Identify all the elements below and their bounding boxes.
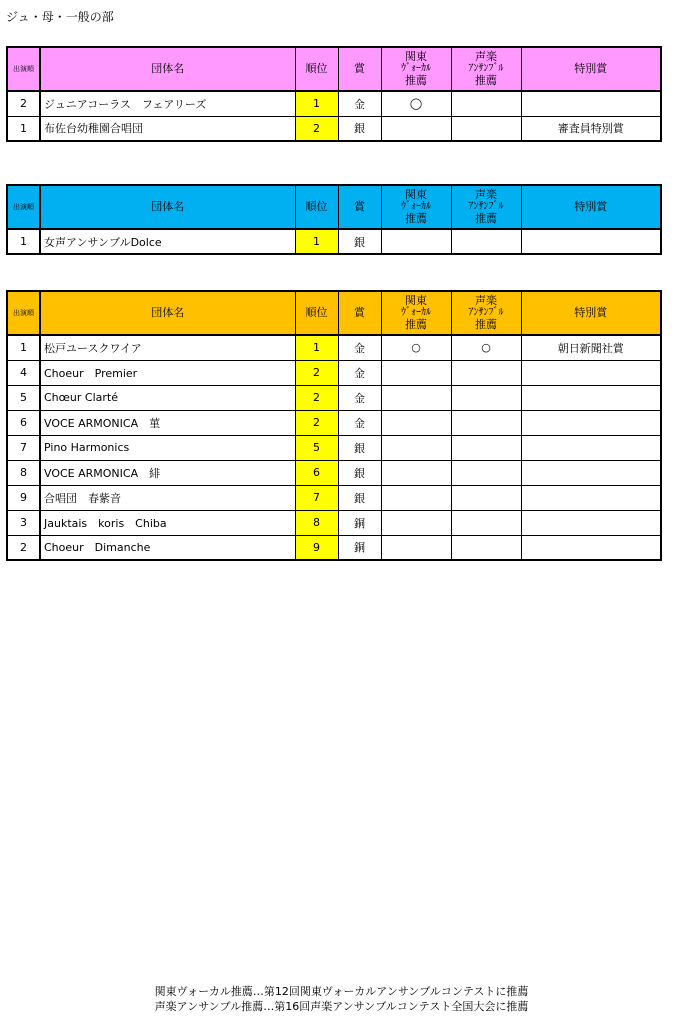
name-cell: Jauktais koris Chiba [40, 510, 295, 535]
kanto-header: 関東 ｳﾞｫｰｶﾙ 推薦 [381, 185, 451, 229]
rank-cell: 9 [295, 535, 338, 560]
seigaku-header: 声楽 ｱﾝｻﾝﾌﾞﾙ 推薦 [451, 47, 521, 91]
special-cell [521, 460, 661, 485]
footer-notes [0, 984, 683, 1014]
name-cell: VOCE ARMONICA 菫 [40, 410, 295, 435]
order-cell: 5 [7, 385, 40, 410]
footer-note-kanto: 関東ヴォーカル推薦…第12回関東ヴォーカルアンサンブルコンテストに推薦 [154, 985, 529, 998]
rank-cell: 2 [295, 410, 338, 435]
special-cell [521, 385, 661, 410]
order-cell: 7 [7, 435, 40, 460]
table-row [7, 535, 661, 560]
order-cell: 9 [7, 485, 40, 510]
kanto-cell [381, 360, 451, 385]
special-cell [521, 485, 661, 510]
award-cell: 金 [338, 335, 381, 360]
award-cell: 銅 [338, 535, 381, 560]
kanto-cell [381, 385, 451, 410]
order-cell: 3 [7, 510, 40, 535]
award-cell: 銀 [338, 435, 381, 460]
award-cell: 金 [338, 91, 381, 116]
kanto-cell [381, 435, 451, 460]
kanto-cell: ◯ [381, 91, 451, 116]
award-cell: 銀 [338, 460, 381, 485]
special-cell [521, 360, 661, 385]
table-row [7, 335, 661, 360]
general-results-table [6, 290, 662, 561]
name-cell: Pino Harmonics [40, 435, 295, 460]
seigaku-cell [451, 116, 521, 141]
rank-cell: 8 [295, 510, 338, 535]
rank-cell: 2 [295, 360, 338, 385]
name-cell: 女声アンサンブルDolce [40, 229, 295, 254]
table-row [7, 460, 661, 485]
name-cell: Choeur Dimanche [40, 535, 295, 560]
special-cell [521, 229, 661, 254]
table-row [7, 435, 661, 460]
kanto-cell [381, 410, 451, 435]
name-cell: 松戸ユースクワイア [40, 335, 295, 360]
special-header: 特別賞 [521, 291, 661, 335]
award-cell: 銀 [338, 229, 381, 254]
award-cell: 金 [338, 410, 381, 435]
rank-cell: 1 [295, 335, 338, 360]
seigaku-cell [451, 485, 521, 510]
table-row [7, 116, 661, 141]
order-cell: 1 [7, 229, 40, 254]
award-header: 賞 [338, 47, 381, 91]
special-cell: 朝日新聞社賞 [521, 335, 661, 360]
kanto-header: 関東 ｳﾞｫｰｶﾙ 推薦 [381, 47, 451, 91]
order-cell: 1 [7, 335, 40, 360]
seigaku-cell [451, 535, 521, 560]
seigaku-cell [451, 435, 521, 460]
table-row [7, 229, 661, 254]
order-cell: 2 [7, 91, 40, 116]
table-row [7, 410, 661, 435]
order-cell: 8 [7, 460, 40, 485]
kanto-cell [381, 510, 451, 535]
rank-cell: 2 [295, 385, 338, 410]
order-header: 出演順 [7, 47, 40, 91]
special-cell [521, 435, 661, 460]
award-cell: 金 [338, 385, 381, 410]
junior-results-table [6, 46, 662, 142]
name-cell: VOCE ARMONICA 緋 [40, 460, 295, 485]
footer-note-seigaku: 声楽アンサンブル推薦…第16回声楽アンサンブルコンテスト全国大会に推薦 [154, 1000, 529, 1013]
kanto-header: 関東 ｳﾞｫｰｶﾙ 推薦 [381, 291, 451, 335]
seigaku-cell [451, 460, 521, 485]
name-cell: Chœur Clarté [40, 385, 295, 410]
kanto-cell [381, 535, 451, 560]
name-cell: ジュニアコーラス フェアリーズ [40, 91, 295, 116]
seigaku-cell [451, 410, 521, 435]
rank-cell: 2 [295, 116, 338, 141]
order-cell: 2 [7, 535, 40, 560]
special-header: 特別賞 [521, 47, 661, 91]
award-cell: 銀 [338, 485, 381, 510]
table-header [7, 47, 661, 91]
kanto-cell [381, 116, 451, 141]
table-row [7, 360, 661, 385]
order-cell: 6 [7, 410, 40, 435]
order-cell: 1 [7, 116, 40, 141]
seigaku-cell [451, 229, 521, 254]
award-header: 賞 [338, 185, 381, 229]
award-cell: 銅 [338, 510, 381, 535]
name-header: 団体名 [40, 185, 295, 229]
seigaku-header: 声楽 ｱﾝｻﾝﾌﾞﾙ 推薦 [451, 291, 521, 335]
seigaku-header: 声楽 ｱﾝｻﾝﾌﾞﾙ 推薦 [451, 185, 521, 229]
kanto-cell: ○ [381, 335, 451, 360]
seigaku-cell: ○ [451, 335, 521, 360]
seigaku-cell [451, 360, 521, 385]
special-cell: 審査員特別賞 [521, 116, 661, 141]
rank-cell: 1 [295, 229, 338, 254]
table-row [7, 485, 661, 510]
seigaku-cell [451, 510, 521, 535]
special-cell [521, 410, 661, 435]
seigaku-cell [451, 385, 521, 410]
table-header [7, 291, 661, 335]
kanto-cell [381, 485, 451, 510]
name-cell: 合唱団 春紫音 [40, 485, 295, 510]
kanto-cell [381, 229, 451, 254]
table-row [7, 510, 661, 535]
rank-cell: 7 [295, 485, 338, 510]
table-row [7, 385, 661, 410]
kanto-cell [381, 460, 451, 485]
page-title: ジュ・母・一般の部 [6, 10, 114, 24]
special-cell [521, 535, 661, 560]
rank-cell: 5 [295, 435, 338, 460]
name-header: 団体名 [40, 291, 295, 335]
table-row [7, 91, 661, 116]
order-header: 出演順 [7, 185, 40, 229]
name-cell: 布佐台幼稚園合唱団 [40, 116, 295, 141]
table-header [7, 185, 661, 229]
rank-header: 順位 [295, 291, 338, 335]
name-header: 団体名 [40, 47, 295, 91]
award-cell: 金 [338, 360, 381, 385]
award-cell: 銀 [338, 116, 381, 141]
special-header: 特別賞 [521, 185, 661, 229]
special-cell [521, 510, 661, 535]
order-header: 出演順 [7, 291, 40, 335]
special-cell [521, 91, 661, 116]
order-cell: 4 [7, 360, 40, 385]
rank-cell: 6 [295, 460, 338, 485]
rank-cell: 1 [295, 91, 338, 116]
award-header: 賞 [338, 291, 381, 335]
rank-header: 順位 [295, 185, 338, 229]
name-cell: Choeur Premier [40, 360, 295, 385]
rank-header: 順位 [295, 47, 338, 91]
mother-results-table [6, 184, 662, 255]
seigaku-cell [451, 91, 521, 116]
